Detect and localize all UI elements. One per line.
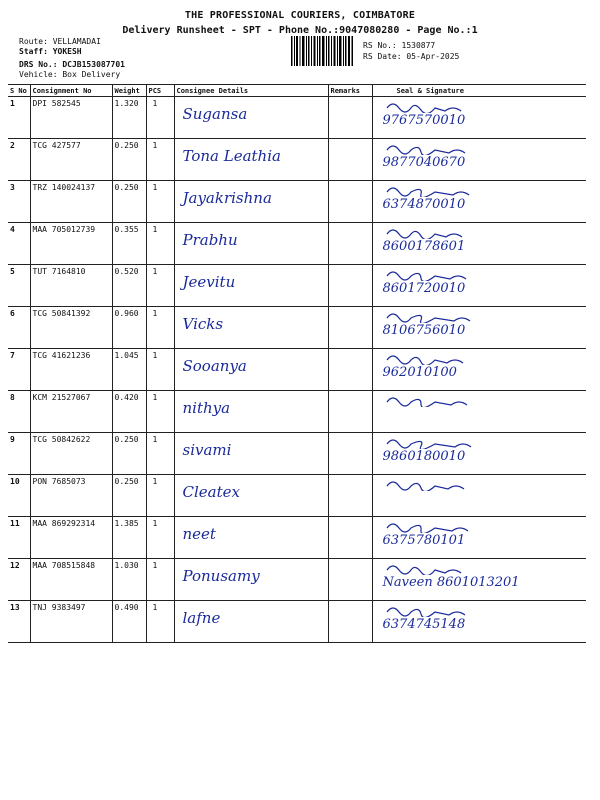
handwritten-signature — [375, 561, 585, 590]
row-seal-signature — [372, 265, 586, 307]
row-weight: 0.490 — [112, 601, 146, 643]
row-consignee-details — [174, 307, 328, 349]
row-remarks — [328, 517, 372, 559]
signature-phone-text: 9767570010 — [382, 113, 466, 128]
row-seal-signature — [372, 181, 586, 223]
col-remarks: Remarks — [328, 85, 372, 97]
row-sno: 9 — [8, 433, 30, 475]
row-seal-signature — [372, 475, 586, 517]
row-weight: 0.250 — [112, 181, 146, 223]
handwritten-signature — [375, 141, 585, 170]
signature-scribble — [383, 225, 503, 239]
row-weight: 0.420 — [112, 391, 146, 433]
signature-scribble — [383, 393, 503, 407]
row-seal-signature — [372, 559, 586, 601]
handwritten-signature — [375, 99, 585, 128]
signature-scribble — [383, 351, 503, 365]
handwritten-signature — [375, 519, 585, 548]
table-row — [8, 559, 586, 601]
row-pcs: 1 — [146, 181, 174, 223]
row-consignment-no: MAA 708515848 — [30, 559, 112, 601]
company-title: THE PROFESSIONAL COURIERS, COIMBATORE — [184, 10, 416, 21]
handwritten-consignee-name: Sugansa — [182, 105, 248, 123]
signature-phone-text: 6374745148 — [382, 617, 466, 632]
row-consignee-details — [174, 433, 328, 475]
table-row — [8, 433, 586, 475]
row-consignment-no: TNJ 9383497 — [30, 601, 112, 643]
signature-scribble — [383, 435, 503, 449]
table-row — [8, 139, 586, 181]
row-seal-signature — [372, 349, 586, 391]
handwritten-consignee-name: Tona Leathia — [182, 147, 281, 165]
col-consignee: Consignee Details — [174, 85, 328, 97]
row-remarks — [328, 433, 372, 475]
row-seal-signature — [372, 223, 586, 265]
row-remarks — [328, 559, 372, 601]
signature-scribble — [383, 99, 503, 113]
row-consignee-details — [174, 139, 328, 181]
row-consignee-details — [174, 475, 328, 517]
table-row — [8, 97, 586, 139]
row-consignment-no: TCG 50841392 — [30, 307, 112, 349]
row-seal-signature — [372, 307, 586, 349]
row-consignment-no: TUT 7164810 — [30, 265, 112, 307]
row-consignee-details — [174, 223, 328, 265]
table-row — [8, 223, 586, 265]
signature-scribble — [383, 519, 503, 533]
handwritten-consignee-name: nithya — [182, 399, 231, 417]
rs-date: RS Date: 05-Apr-2025 — [363, 52, 460, 61]
row-pcs: 1 — [146, 307, 174, 349]
row-consignment-no: TCG 41621236 — [30, 349, 112, 391]
row-consignment-no: DPI 582545 — [30, 97, 112, 139]
row-remarks — [328, 265, 372, 307]
runsheet-table — [8, 84, 586, 643]
row-pcs: 1 — [146, 475, 174, 517]
row-weight: 0.960 — [112, 307, 146, 349]
row-weight: 1.030 — [112, 559, 146, 601]
route-label: Route: VELLAMADAI — [19, 37, 101, 46]
table-row — [8, 307, 586, 349]
col-sno: S No — [8, 85, 30, 97]
row-remarks — [328, 601, 372, 643]
row-pcs: 1 — [146, 223, 174, 265]
row-pcs: 1 — [146, 139, 174, 181]
runsheet-subtitle: Delivery Runsheet - SPT - Phone No.:9047080280 - Page No.:1 — [122, 25, 478, 36]
signature-scribble — [383, 603, 503, 617]
signature-scribble — [383, 309, 503, 323]
signature-scribble — [383, 561, 503, 575]
row-seal-signature — [372, 139, 586, 181]
table-row — [8, 475, 586, 517]
signature-phone-text: 6374870010 — [382, 197, 466, 212]
handwritten-consignee-name: Jayakrishna — [182, 189, 272, 207]
table-row — [8, 349, 586, 391]
row-consignment-no: TCG 50842622 — [30, 433, 112, 475]
row-consignment-no: TRZ 140024137 — [30, 181, 112, 223]
signature-scribble — [383, 183, 503, 197]
table-body — [8, 97, 586, 643]
handwritten-consignee-name: Sooanya — [182, 357, 247, 375]
row-sno: 6 — [8, 307, 30, 349]
row-seal-signature — [372, 433, 586, 475]
row-seal-signature — [372, 601, 586, 643]
drs-number: DRS No.: DCJB153087701 — [19, 60, 125, 69]
row-consignee-details — [174, 391, 328, 433]
row-remarks — [328, 391, 372, 433]
signature-phone-text: 8600178601 — [382, 239, 466, 254]
row-pcs: 1 — [146, 97, 174, 139]
row-weight: 1.045 — [112, 349, 146, 391]
row-sno: 4 — [8, 223, 30, 265]
row-remarks — [328, 181, 372, 223]
handwritten-consignee-name: Prabhu — [182, 231, 238, 249]
row-pcs: 1 — [146, 265, 174, 307]
staff-label: Staff: YOKESH — [19, 47, 82, 56]
row-consignment-no: PON 7685073 — [30, 475, 112, 517]
row-pcs: 1 — [146, 559, 174, 601]
row-sno: 7 — [8, 349, 30, 391]
row-consignment-no: MAA 869292314 — [30, 517, 112, 559]
row-weight: 0.520 — [112, 265, 146, 307]
signature-phone-text: 9860180010 — [382, 449, 466, 464]
row-weight: 0.250 — [112, 433, 146, 475]
table-row — [8, 601, 586, 643]
handwritten-consignee-name: Ponusamy — [182, 567, 260, 585]
row-remarks — [328, 139, 372, 181]
handwritten-consignee-name: Cleatex — [182, 483, 240, 501]
signature-scribble — [383, 141, 503, 155]
row-weight: 0.250 — [112, 139, 146, 181]
handwritten-signature — [375, 267, 585, 296]
table-row — [8, 391, 586, 433]
row-seal-signature — [372, 97, 586, 139]
row-pcs: 1 — [146, 391, 174, 433]
col-weight: Weight — [112, 85, 146, 97]
handwritten-signature — [375, 435, 585, 464]
row-pcs: 1 — [146, 433, 174, 475]
barcode-image — [291, 36, 354, 66]
handwritten-signature — [375, 309, 585, 338]
handwritten-signature — [375, 351, 585, 380]
row-pcs: 1 — [146, 601, 174, 643]
handwritten-signature — [375, 477, 585, 491]
handwritten-consignee-name: lafne — [182, 609, 221, 627]
row-sno: 5 — [8, 265, 30, 307]
handwritten-signature — [375, 393, 585, 407]
handwritten-consignee-name: sivami — [182, 441, 232, 459]
table-row — [8, 181, 586, 223]
row-seal-signature — [372, 391, 586, 433]
signature-phone-text: 8106756010 — [382, 323, 466, 338]
rs-number: RS No.: 1530877 — [363, 41, 436, 50]
row-consignee-details — [174, 559, 328, 601]
signature-phone-text: 8601720010 — [382, 281, 466, 296]
row-seal-signature — [372, 517, 586, 559]
handwritten-consignee-name: neet — [182, 525, 216, 543]
row-remarks — [328, 349, 372, 391]
row-sno: 3 — [8, 181, 30, 223]
row-sno: 1 — [8, 97, 30, 139]
signature-phone-text: 962010100 — [382, 365, 457, 380]
signature-phone-text: 6375780101 — [382, 533, 466, 548]
signature-scribble — [383, 267, 503, 281]
row-weight: 0.355 — [112, 223, 146, 265]
row-weight: 1.320 — [112, 97, 146, 139]
row-sno: 13 — [8, 601, 30, 643]
row-sno: 2 — [8, 139, 30, 181]
row-remarks — [328, 97, 372, 139]
row-consignment-no: MAA 705012739 — [30, 223, 112, 265]
row-sno: 11 — [8, 517, 30, 559]
table-row — [8, 265, 586, 307]
signature-phone-text: Naveen 8601013201 — [382, 575, 520, 590]
row-consignee-details — [174, 97, 328, 139]
col-consignment: Consignment No — [30, 85, 112, 97]
table-row — [8, 517, 586, 559]
row-consignee-details — [174, 181, 328, 223]
row-consignee-details — [174, 265, 328, 307]
col-pcs: PCS — [146, 85, 174, 97]
table-header-row — [8, 85, 586, 97]
handwritten-consignee-name: Jeevitu — [182, 273, 236, 291]
col-signature: Seal & Signature — [372, 85, 586, 97]
row-consignment-no: KCM 21527067 — [30, 391, 112, 433]
vehicle-label: Vehicle: Box Delivery — [19, 70, 121, 79]
handwritten-consignee-name: Vicks — [182, 315, 224, 333]
row-sno: 10 — [8, 475, 30, 517]
row-remarks — [328, 307, 372, 349]
row-remarks — [328, 475, 372, 517]
signature-phone-text: 9877040670 — [382, 155, 466, 170]
handwritten-signature — [375, 225, 585, 254]
row-consignment-no: TCG 427577 — [30, 139, 112, 181]
row-pcs: 1 — [146, 517, 174, 559]
handwritten-signature — [375, 603, 585, 632]
row-pcs: 1 — [146, 349, 174, 391]
row-weight: 1.385 — [112, 517, 146, 559]
handwritten-signature — [375, 183, 585, 212]
signature-scribble — [383, 477, 503, 491]
row-sno: 12 — [8, 559, 30, 601]
row-remarks — [328, 223, 372, 265]
row-weight: 0.250 — [112, 475, 146, 517]
row-consignee-details — [174, 349, 328, 391]
row-sno: 8 — [8, 391, 30, 433]
row-consignee-details — [174, 517, 328, 559]
row-consignee-details — [174, 601, 328, 643]
